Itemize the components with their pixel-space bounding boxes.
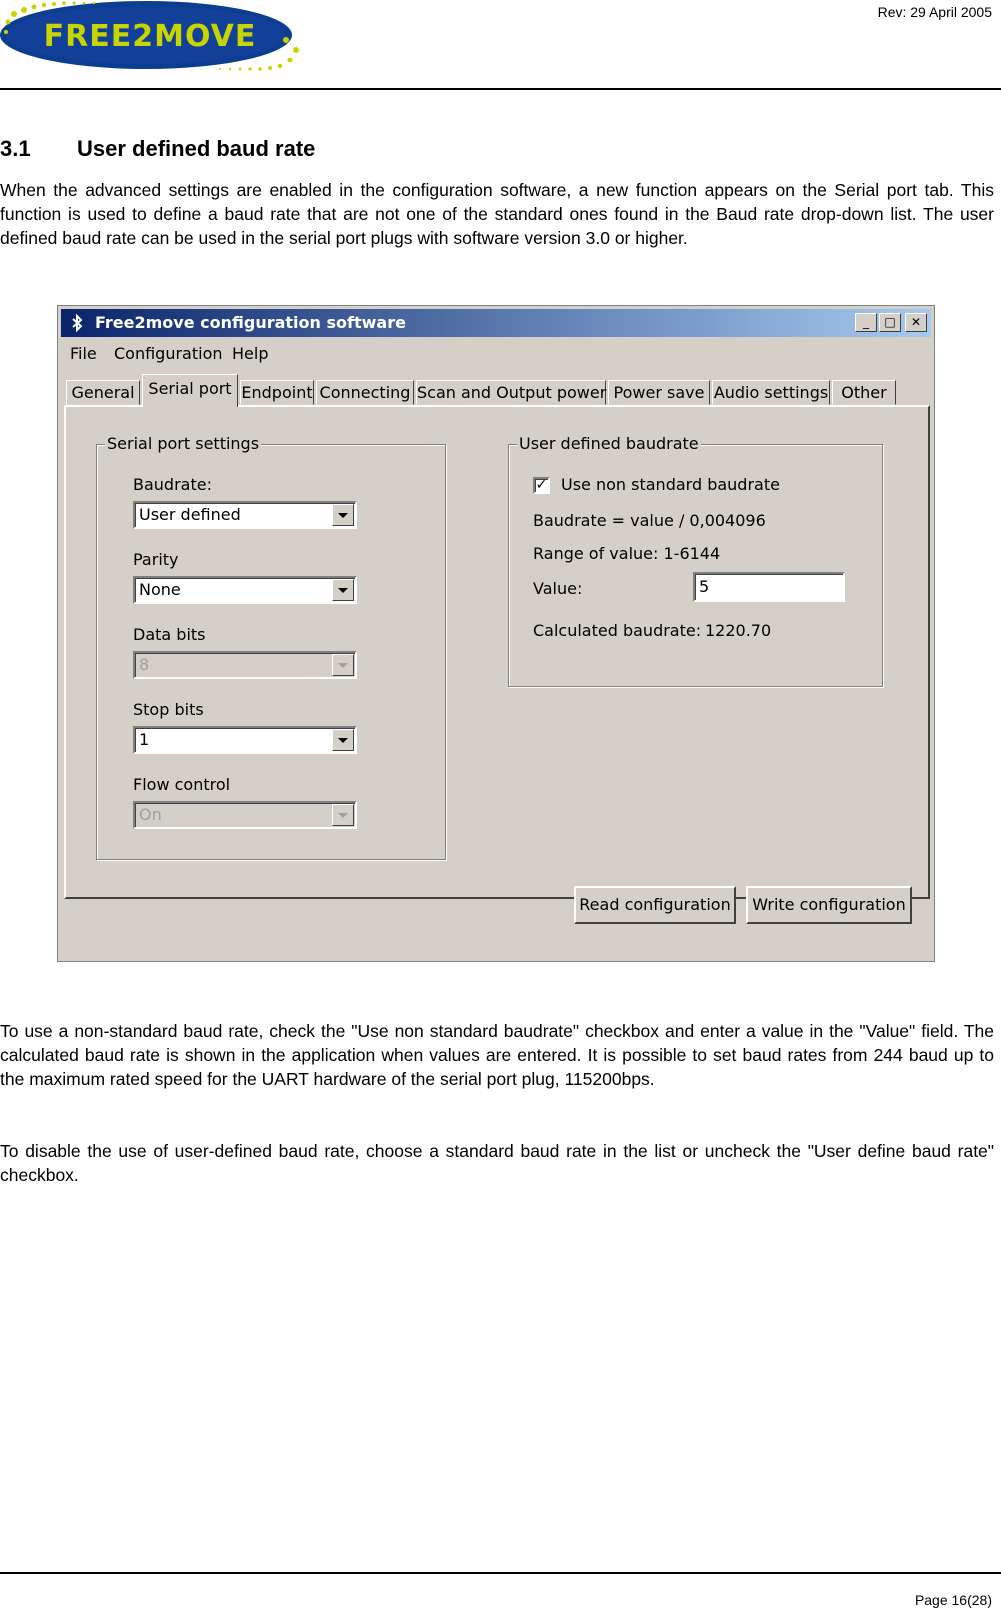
value-input[interactable] <box>693 572 845 602</box>
stop-bits-select[interactable] <box>133 726 357 754</box>
calculated-baudrate-value: 1220.70 <box>705 621 772 640</box>
revision-date: Rev: 29 April 2005 <box>877 4 992 20</box>
data-bits-value: 8 <box>139 655 150 674</box>
window-title: Free2move configuration software <box>95 313 406 332</box>
title-bar <box>61 309 931 337</box>
formula-text: Baudrate = value / 0,004096 <box>533 511 766 530</box>
disable-paragraph: To disable the use of user-defined baud rate, choose a standard baud rate in the list or uncheck the "User define baud rate" checkbox. <box>0 1141 994 1185</box>
range-text: Range of value: 1-6144 <box>533 544 721 563</box>
value-label: Value: <box>533 579 583 598</box>
tab-connecting[interactable]: Connecting <box>316 380 414 405</box>
page-number: Page 16(28) <box>914 1592 992 1608</box>
dropdown-arrow-icon[interactable] <box>332 729 354 751</box>
footer-rule <box>0 1572 1001 1574</box>
parity-value: None <box>139 580 181 599</box>
header-rule <box>0 88 1001 90</box>
serial-group-legend: Serial port settings <box>107 434 260 453</box>
data-bits-select <box>133 651 357 679</box>
section-title: User defined baud rate <box>77 136 316 161</box>
serial-port-panel <box>64 405 930 899</box>
logo-wordmark: FREE2MOVE <box>43 19 257 54</box>
minimize-button[interactable]: _ <box>855 313 877 332</box>
calculated-baudrate-label: Calculated baudrate: <box>533 621 702 640</box>
intro-paragraph: When the advanced settings are enabled in the configuration software, a new function appears on the Serial port tab. This function is used to define a baud rate that are not one of the standard ones found in the Baud rate drop-down list. The user defined baud rate can be used in the serial port plugs with software version 3.0 or higher. <box>0 180 994 248</box>
dropdown-arrow-icon[interactable] <box>332 579 354 601</box>
read-configuration-button[interactable]: Read configuration <box>574 886 736 924</box>
tab-serial-port[interactable]: Serial port <box>142 374 238 407</box>
use-non-standard-label[interactable]: Use non standard baudrate <box>561 475 780 494</box>
menu-file[interactable]: File <box>70 344 97 363</box>
data-bits-label: Data bits <box>133 625 206 644</box>
close-button[interactable]: ✕ <box>905 313 927 332</box>
tab-general[interactable]: General <box>66 380 140 405</box>
tab-endpoint[interactable]: Endpoint <box>240 380 314 405</box>
maximize-button[interactable]: □ <box>879 313 901 332</box>
baudrate-label: Baudrate: <box>133 475 212 494</box>
use-non-standard-checkbox[interactable]: ✓ <box>533 477 550 494</box>
dropdown-arrow-icon[interactable] <box>332 504 354 526</box>
serial-port-settings-group <box>96 434 446 860</box>
user-group-legend: User defined baudrate <box>519 434 699 453</box>
free2move-logo <box>0 0 306 74</box>
tab-strip <box>64 374 934 406</box>
instruction-paragraph: To use a non-standard baud rate, check the "Use non standard baudrate" checkbox and enter a value in the "Value" field. The calculated baud rate is shown in the application when values are entered. It is possible to set baud rates from 244 baud up to the maximum rated speed for the UART hardware of the serial port plug, 115200bps. <box>0 1021 994 1089</box>
bluetooth-icon <box>67 313 87 333</box>
baudrate-select[interactable] <box>133 501 357 529</box>
value-input-text: 5 <box>699 577 710 596</box>
menu-configuration[interactable]: Configuration <box>114 344 223 363</box>
parity-select[interactable] <box>133 576 357 604</box>
tab-power-save[interactable]: Power save <box>608 380 710 405</box>
stop-bits-value: 1 <box>139 730 150 749</box>
flow-control-select <box>133 801 357 829</box>
user-defined-baudrate-group <box>508 434 883 687</box>
config-window <box>57 305 935 962</box>
section-heading <box>0 136 315 162</box>
write-configuration-button[interactable]: Write configuration <box>746 886 912 924</box>
flow-control-label: Flow control <box>133 775 231 794</box>
tab-audio-settings[interactable]: Audio settings <box>712 380 830 405</box>
tab-scan-output-power[interactable]: Scan and Output power <box>416 380 606 405</box>
parity-label: Parity <box>133 550 179 569</box>
stop-bits-label: Stop bits <box>133 700 204 719</box>
tab-other[interactable]: Other <box>832 380 896 405</box>
section-number: 3.1 <box>0 136 31 161</box>
dropdown-arrow-icon <box>332 804 354 826</box>
dropdown-arrow-icon <box>332 654 354 676</box>
baudrate-value: User defined <box>139 505 241 524</box>
menu-help[interactable]: Help <box>232 344 269 363</box>
flow-control-value: On <box>139 805 162 824</box>
